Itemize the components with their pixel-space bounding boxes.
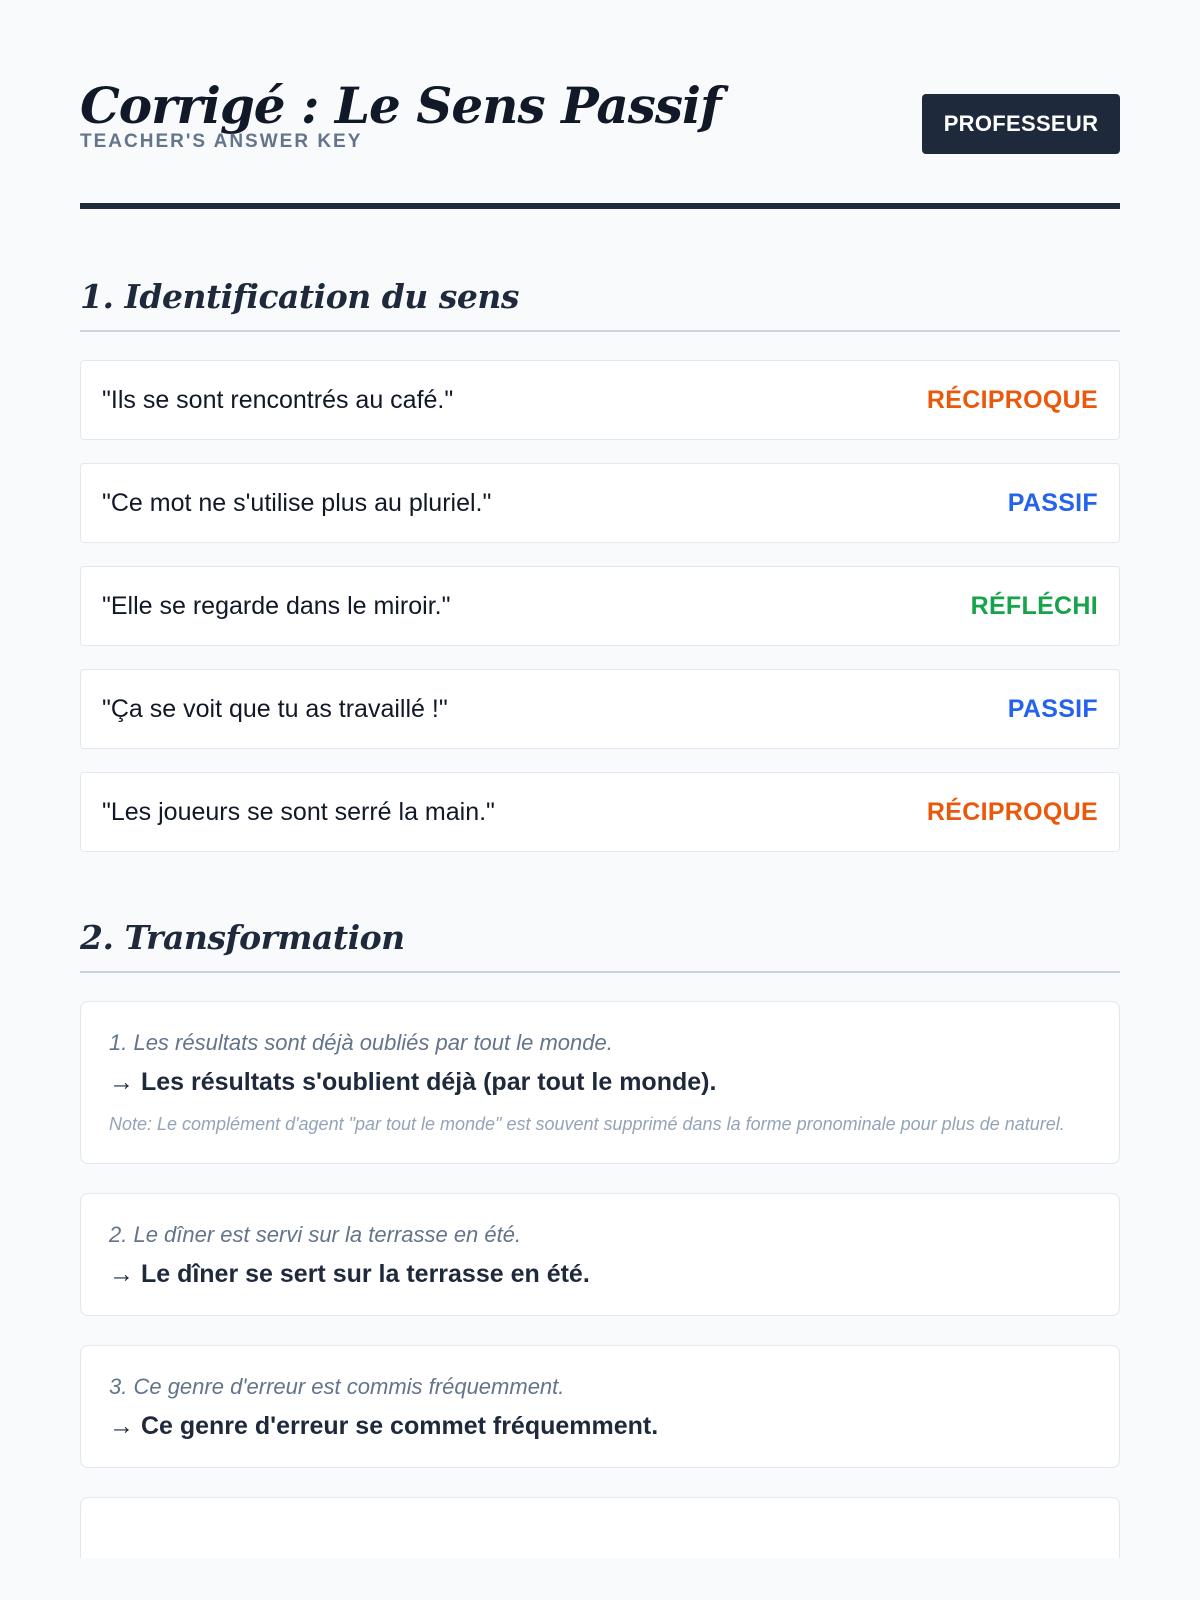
identification-answer: PASSIF [1007,694,1098,723]
identification-sentence: "Ils se sont rencontrés au café." [102,385,454,414]
section-identification-title: 1. Identification du sens [80,277,1120,332]
identification-row [80,360,1120,440]
identification-answer: PASSIF [1007,488,1098,517]
transformation-card [80,1193,1120,1316]
page-header [80,78,1120,209]
transformation-list [80,1001,1120,1558]
identification-sentence: "Ce mot ne s'utilise plus au pluriel." [102,488,492,517]
professeur-button[interactable]: PROFESSEUR [922,94,1120,154]
identification-row [80,772,1120,852]
identification-sentence: "Ça se voit que tu as travaillé !" [102,694,448,723]
transformation-note: Note: Le complément d'agent "par tout le monde" est souvent supprimé dans la forme pronominale pour plus de naturel. [109,1114,1065,1134]
transformation-card [80,1345,1120,1468]
transformation-original: 3. Ce genre d'erreur est commis fréquemment. [109,1374,565,1400]
identification-answer: RÉCIPROQUE [926,385,1098,414]
identification-sentence: "Elle se regarde dans le miroir." [102,591,451,620]
identification-sentence: "Les joueurs se sont serré la main." [102,797,495,826]
identification-row [80,669,1120,749]
page-subtitle: TEACHER'S ANSWER KEY [80,131,363,152]
page-title: Corrigé : Le Sens Passif [80,76,721,135]
transformation-answer: → Ce genre d'erreur se commet fréquemment. [109,1412,659,1441]
identification-list [80,360,1120,852]
transformation-original: 2. Le dîner est servi sur la terrasse en été. [109,1222,522,1248]
identification-answer: RÉFLÉCHI [970,591,1098,620]
transformation-answer: → Les résultats s'oublient déjà (par tout le monde). [109,1068,717,1096]
identification-row [80,463,1120,543]
identification-row [80,566,1120,646]
section-transformation-title: 2. Transformation [80,918,1120,973]
transformation-card [80,1497,1120,1558]
answer-key-page [80,0,1120,1558]
identification-answer: RÉCIPROQUE [926,797,1098,826]
transformation-original: 1. Les résultats sont déjà oubliés par tout le monde. [109,1030,613,1055]
transformation-answer: → Le dîner se sert sur la terrasse en été. [109,1260,590,1289]
transformation-card [80,1001,1120,1164]
